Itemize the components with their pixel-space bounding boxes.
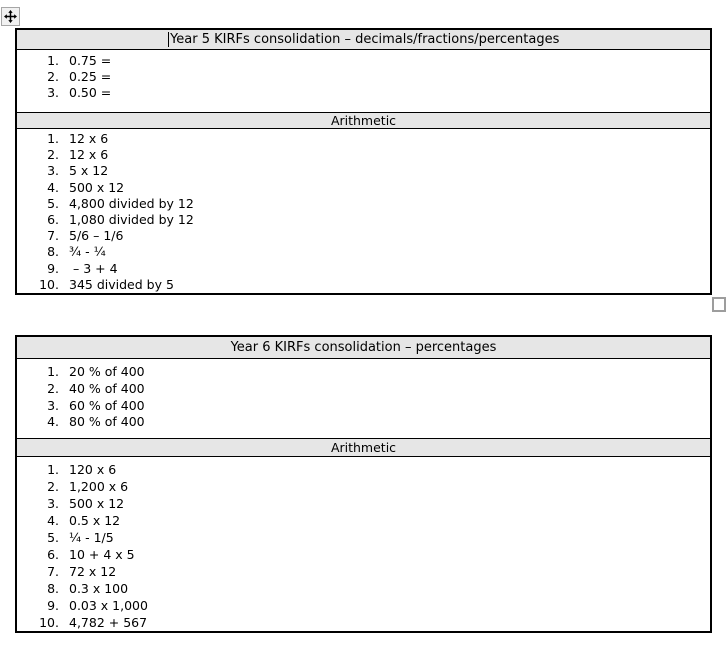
year6-arithmetic-item[interactable]	[17, 512, 710, 529]
list-number: 1.	[47, 363, 59, 379]
list-text: 60 % of 400	[69, 397, 145, 413]
list-text: 10 + 4 x 5	[69, 547, 135, 562]
year5-arithmetic-item[interactable]	[17, 196, 710, 212]
year6-arithmetic-header[interactable]	[17, 439, 710, 457]
year5-arithmetic-item[interactable]	[17, 244, 710, 260]
list-text: 20 % of 400	[69, 363, 145, 379]
year6-arithmetic-item[interactable]	[17, 546, 710, 563]
list-number: 4.	[47, 414, 59, 430]
text-cursor	[168, 32, 170, 47]
year6-arithmetic-label: Arithmetic	[330, 439, 397, 455]
list-number: 3.	[47, 163, 59, 179]
year5-decimal-item[interactable]	[17, 69, 710, 85]
year6-arithmetic-item[interactable]	[17, 614, 710, 631]
year6-percentage-item[interactable]	[17, 414, 710, 431]
year5-arithmetic-item[interactable]	[17, 228, 710, 244]
list-text: 80 % of 400	[69, 414, 145, 430]
list-number: 1.	[47, 130, 59, 146]
table-resize-handle[interactable]	[712, 297, 726, 312]
list-number: 4.	[47, 513, 59, 528]
year5-arithmetic-cell[interactable]	[17, 129, 710, 293]
year6-arithmetic-item[interactable]	[17, 597, 710, 614]
year6-arithmetic-cell[interactable]	[17, 457, 710, 631]
list-text: – 3 + 4	[69, 260, 118, 276]
year6-arithmetic-item[interactable]	[17, 461, 710, 478]
year6-arithmetic-item[interactable]	[17, 580, 710, 597]
list-text: 0.3 x 100	[69, 581, 129, 596]
list-text: 1,200 x 6	[69, 479, 129, 494]
year6-title-cell[interactable]	[17, 337, 710, 359]
year5-arithmetic-item[interactable]	[17, 163, 710, 179]
list-number: 8.	[47, 244, 59, 260]
list-text: 12 x 6	[69, 130, 109, 146]
list-number: 4.	[47, 179, 59, 195]
list-text: 5/6 – 1/6	[69, 228, 124, 244]
list-number: 7.	[47, 564, 59, 579]
list-text: 72 x 12	[69, 564, 117, 579]
list-text: 12 x 6	[69, 147, 109, 163]
list-number: 10.	[39, 276, 59, 292]
list-text: 0.5 x 12	[69, 513, 121, 528]
list-text: 500 x 12	[69, 496, 125, 511]
year6-title: Year 6 KIRFs consolidation – percentages	[230, 339, 497, 355]
year6-arithmetic-item[interactable]	[17, 563, 710, 580]
list-number: 2.	[47, 380, 59, 396]
list-number: 6.	[47, 547, 59, 562]
list-text: 0.75 =	[69, 52, 112, 68]
year6-arithmetic-item[interactable]	[17, 495, 710, 512]
year6-percentage-item[interactable]	[17, 364, 710, 381]
year5-arithmetic-header[interactable]	[17, 113, 710, 129]
year6-percentages-cell[interactable]	[17, 359, 710, 439]
list-number: 6.	[47, 211, 59, 227]
list-text: ¼ - 1/5	[69, 530, 114, 545]
year6-percentage-item[interactable]	[17, 398, 710, 415]
list-number: 3.	[47, 85, 59, 101]
year5-arithmetic-item[interactable]	[17, 180, 710, 196]
list-text: 0.03 x 1,000	[69, 598, 148, 613]
year5-arithmetic-item[interactable]	[17, 277, 710, 293]
list-text: ¾ - ¼	[69, 244, 106, 260]
year5-decimal-item[interactable]	[17, 85, 710, 101]
year6-arithmetic-item[interactable]	[17, 478, 710, 495]
list-number: 3.	[47, 397, 59, 413]
list-number: 2.	[47, 68, 59, 84]
table-move-handle[interactable]	[1, 7, 20, 26]
year5-table	[15, 28, 712, 295]
list-text: 5 x 12	[69, 163, 109, 179]
list-text: 40 % of 400	[69, 380, 145, 396]
list-text: 4,800 divided by 12	[69, 195, 194, 211]
year5-decimal-item[interactable]	[17, 53, 710, 69]
list-number: 5.	[47, 530, 59, 545]
list-text: 4,782 + 567	[69, 615, 148, 630]
list-number: 1.	[47, 52, 59, 68]
list-text: 500 x 12	[69, 179, 125, 195]
list-number: 3.	[47, 496, 59, 511]
year5-arithmetic-item[interactable]	[17, 147, 710, 163]
list-number: 1.	[47, 462, 59, 477]
move-cross-icon	[4, 10, 17, 23]
list-text: 120 x 6	[69, 462, 117, 477]
list-text: 0.25 =	[69, 68, 112, 84]
year5-arithmetic-label: Arithmetic	[330, 112, 397, 128]
list-text: 345 divided by 5	[69, 276, 174, 292]
list-text: 0.50 =	[69, 85, 112, 101]
year6-percentage-item[interactable]	[17, 381, 710, 398]
list-number: 2.	[47, 479, 59, 494]
year5-arithmetic-item[interactable]	[17, 131, 710, 147]
list-number: 9.	[47, 598, 59, 613]
list-number: 8.	[47, 581, 59, 596]
year5-arithmetic-item[interactable]	[17, 212, 710, 228]
list-number: 2.	[47, 147, 59, 163]
year6-arithmetic-item[interactable]	[17, 529, 710, 546]
year5-arithmetic-item[interactable]	[17, 261, 710, 277]
list-number: 9.	[47, 260, 59, 276]
list-text: 1,080 divided by 12	[69, 211, 194, 227]
list-number: 7.	[47, 228, 59, 244]
year5-title: Year 5 KIRFs consolidation – decimals/fractions/percentages	[170, 31, 560, 47]
list-number: 5.	[47, 195, 59, 211]
list-number: 10.	[39, 615, 59, 630]
year6-table	[15, 335, 712, 633]
year5-title-cell[interactable]	[17, 30, 710, 50]
year5-decimals-cell[interactable]	[17, 50, 710, 113]
